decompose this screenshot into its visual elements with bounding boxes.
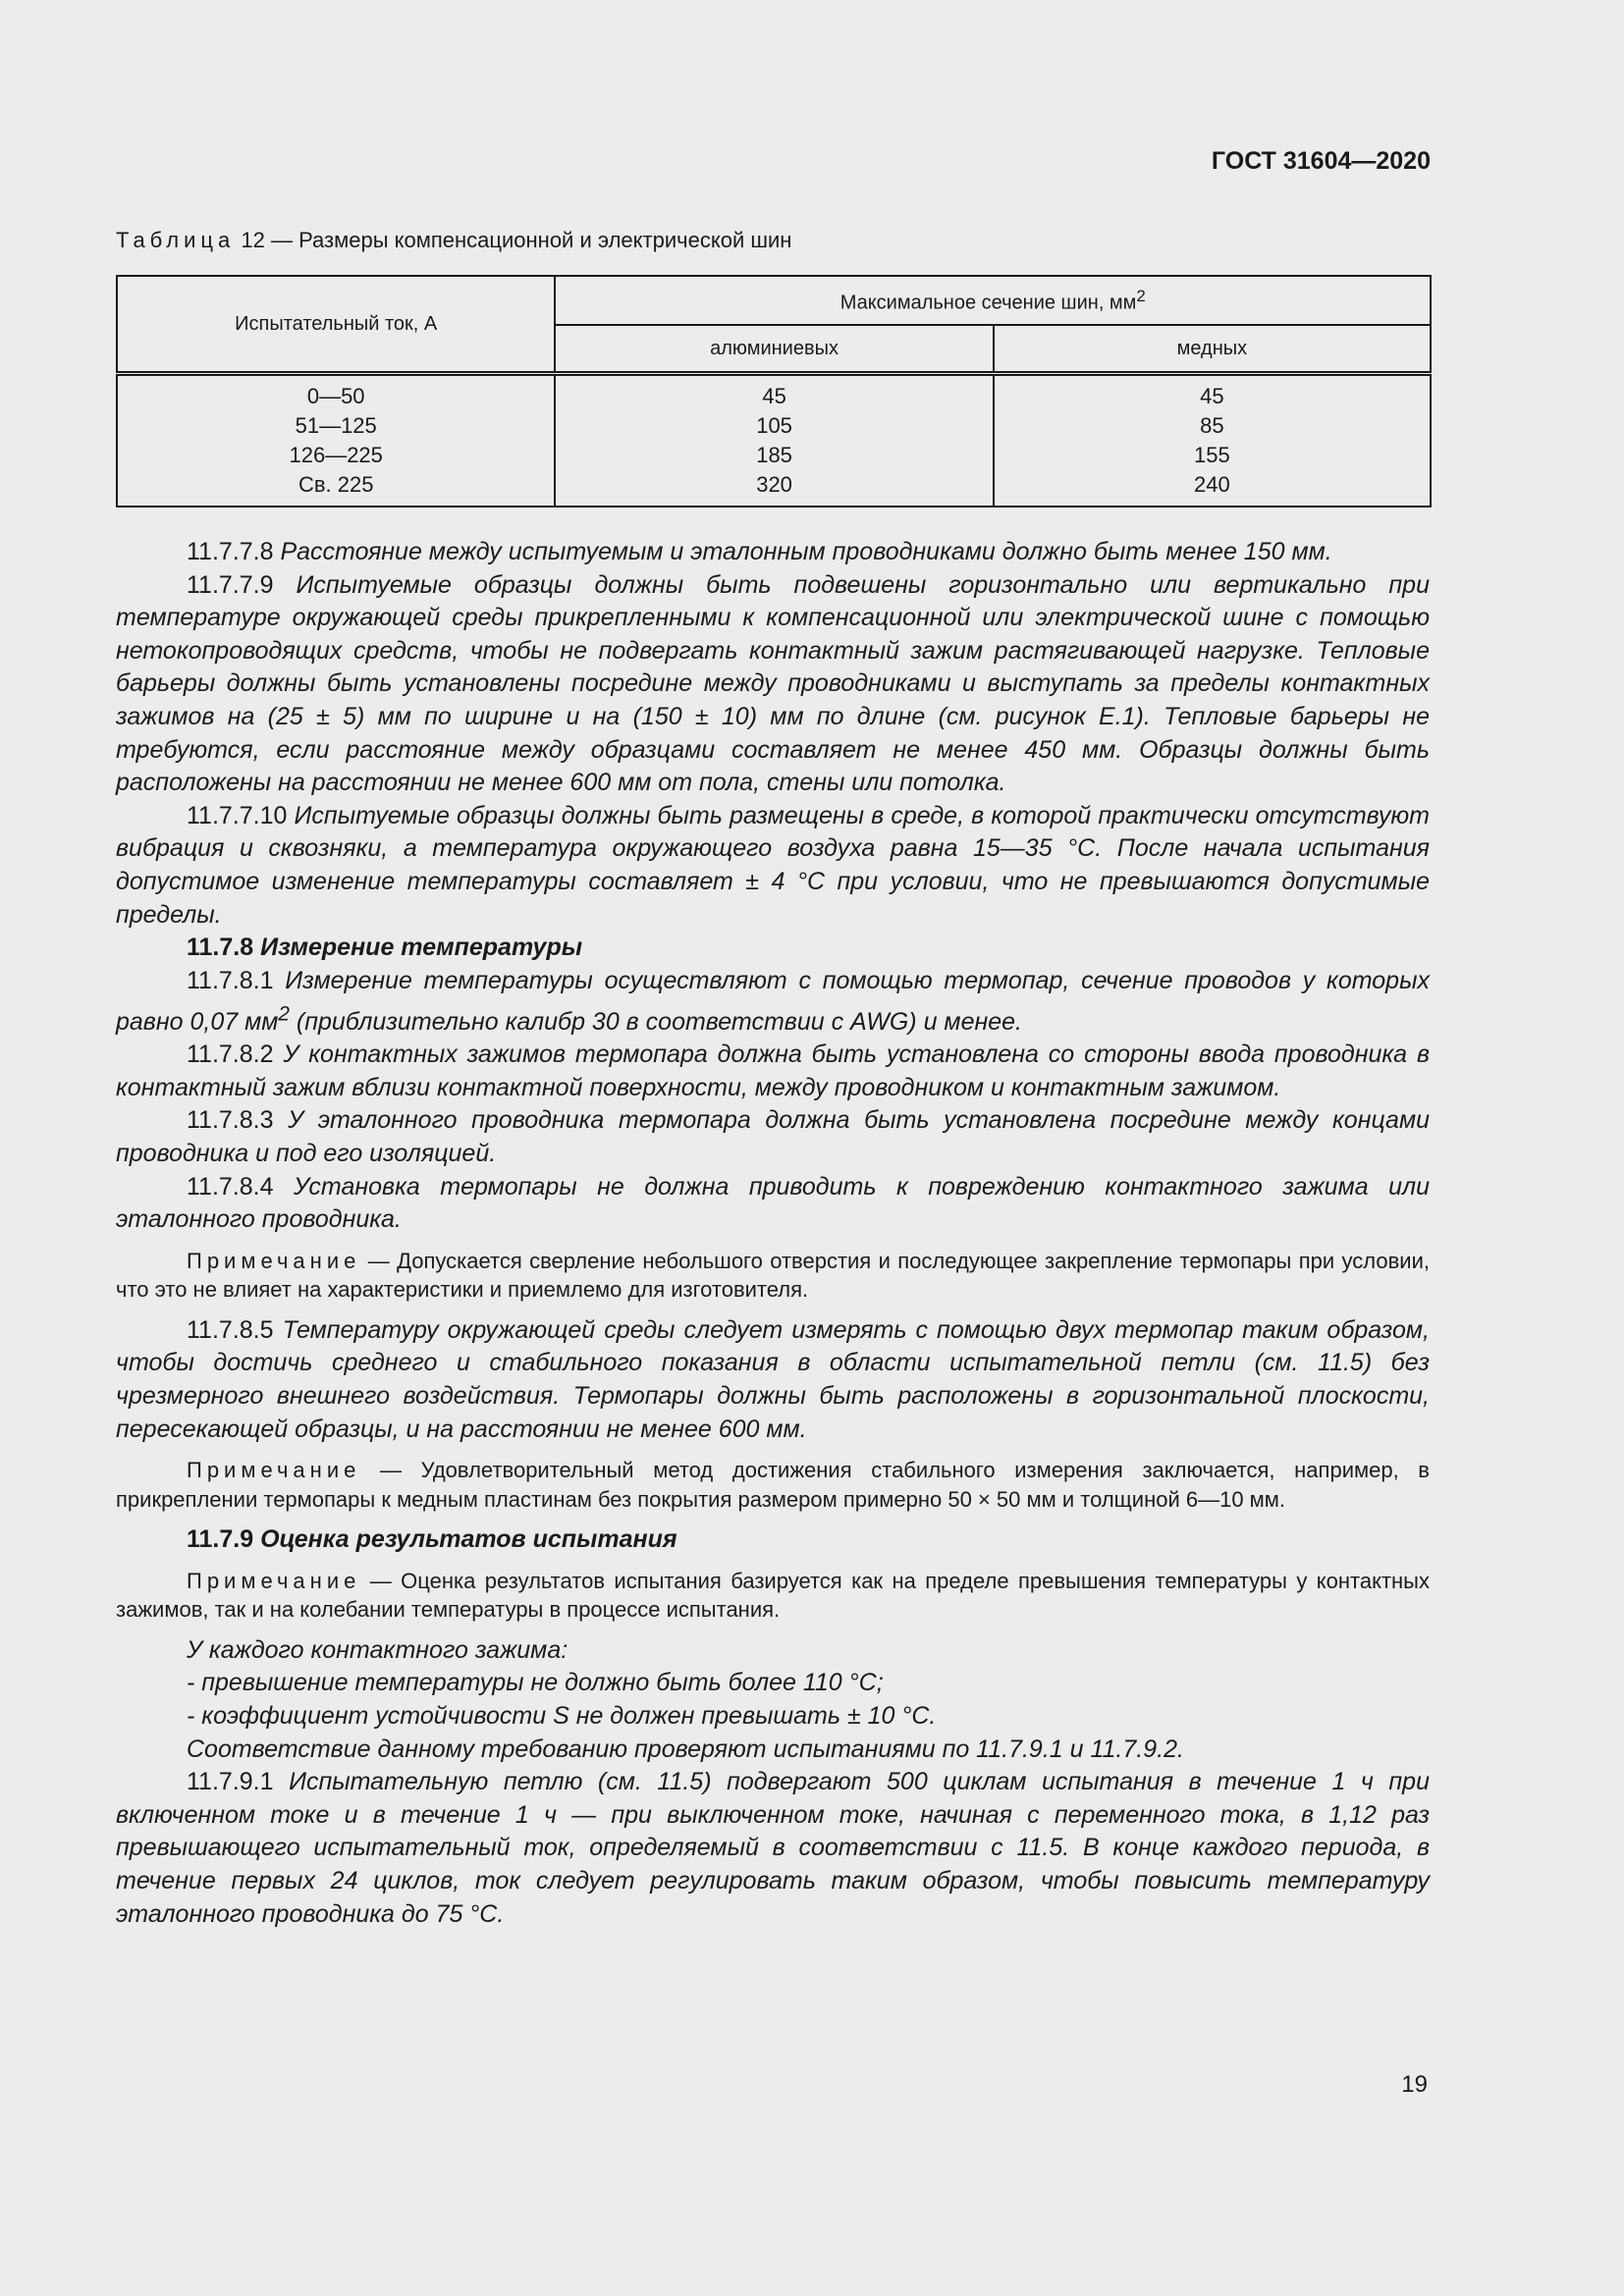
requirement-line-1: У каждого контактного зажима: [187,1635,568,1664]
col-header-aluminum: алюминиевых [555,325,993,374]
table-caption [116,228,791,253]
paragraph-11-7-7-9: 11.7.7.9 Испытуемые образцы должны быть подвешены горизонтально или вертикально при температуре окружающей среды прикрепленными к компенсационной или электрической шине с помощью нетокопроводящих средств, чтобы не подвергать контактный зажим растягивающей нагрузке. Тепловые барьеры должны быть установлены посредине между проводниками и выступать за пределы контактных зажимов на (25 ± 5) мм по ширине и на (150 ± 10) мм по длине (см. рисунок Е.1). Тепловые барьеры не требуются, если расстояние между образцами составляет не менее 450 мм. Образцы должны быть расположены на расстоянии не менее 600 мм от пола, стены или потолка. [116,570,1430,797]
section-heading-11-7-9: 11.7.9 Оценка результатов испытания [187,1525,677,1554]
document-body [116,536,1430,1931]
paragraph-11-7-8-2: 11.7.8.2 У контактных зажимов термопара должна быть установлена со стороны ввода проводника в контактный зажим вблизи контактной поверхности, между проводником и контактным зажимом. [116,1041,1430,1101]
paragraph-11-7-9-1: 11.7.9.1 Испытательную петлю (см. 11.5) подвергают 500 циклам испытания в течение 1 ч при включенном токе и в течение 1 ч — при выключенном токе, начиная с переменного тока, в 1,12 раз превышающего испытательный ток, определяемый в соответствии с 11.5. В конце каждого периода, в течение первых 24 циклов, ток следует регулировать таким образом, чтобы повысить температуру эталонного проводника до 75 °С. [116,1768,1430,1928]
requirement-line-2: - превышение температуры не должно быть более 110 °С; [187,1669,884,1697]
table-row [117,374,1431,507]
paragraph-11-7-8-1: 11.7.8.1 Измерение температуры осуществляют с помощью термопар, сечение проводов у которых равно 0,07 $мм^2$ (приблизительно калибр 30 в соответствии с AWG) и менее. [116,966,1430,1036]
table-caption-text: 12 — Размеры компенсационной и электрической шин [241,228,792,252]
paragraph-11-7-7-8: 11.7.7.8 Расстояние между испытуемым и эталонным проводниками должно быть менее 150 мм. [187,538,1332,565]
current-values: 0—50 51—125 126—225 Св. 225 [117,374,555,507]
col-header-copper: медных [994,325,1431,374]
aluminum-values: 45 105 185 320 [555,374,993,507]
note-2: Примечание — Удовлетворительный метод достижения стабильного измерения заключается, например, в прикреплении термопары к медным пластинам без покрытия размером примерно 50 × 50 мм и толщиной 6—10 мм. [116,1458,1430,1512]
copper-values: 45 85 155 240 [994,374,1431,507]
col-header-current: Испытательный ток, А [117,276,555,374]
standard-designation: ГОСТ 31604—2020 [1211,147,1431,175]
paragraph-11-7-7-10: 11.7.7.10 Испытуемые образцы должны быть размещены в среде, в которой практически отсутствуют вибрация и сквозняки, а температура окружающего воздуха равна 15—35 °С. После начала испытания допустимое изменение температуры составляет ± 4 °С при условии, что не превышаются допустимые пределы. [116,801,1430,929]
table-caption-word: Таблица [116,228,236,252]
requirement-line-3: - коэффициент устойчивости S не должен превышать ± 10 °С. [187,1701,937,1730]
requirement-line-4: Соответствие данному требованию проверяют испытаниями по 11.7.9.1 и 11.7.9.2. [187,1735,1184,1763]
paragraph-11-7-8-5: 11.7.8.5 Температуру окружающей среды следует измерять с помощью двух термопар таким образом, чтобы достичь среднего и стабильного показания в области испытательной петли (см. 11.5) без чрезмерного внешнего воздействия. Термопары должны быть расположены в горизонтальной плоскости, пересекающей образцы, и на расстоянии не менее 600 мм. [116,1315,1430,1443]
bus-dimensions-table [116,275,1432,507]
paragraph-11-7-8-3: 11.7.8.3 У эталонного проводника термопара должна быть установлена посредине между концами проводника и под его изоляцией. [116,1106,1430,1168]
paragraph-11-7-8-4: 11.7.8.4 Установка термопары не должна приводить к повреждению контактного зажима или эталонного проводника. [116,1172,1431,1234]
page-number: 19 [1401,2071,1428,2098]
section-heading-11-7-8: 11.7.8 Измерение температуры [187,934,583,962]
col-header-max-section: Максимальное сечение шин, $мм^2$ [555,276,1431,325]
note-3: Примечание — Оценка результатов испытания базируется как на пределе превышения температуры у контактных зажимов, так и на колебании температуры в процессе испытания. [116,1568,1430,1623]
note-1: Примечание — Допускается сверление небольшого отверстия и последующее закрепление термопары при условии, что это не влияет на характеристики и приемлемо для изготовителя. [116,1248,1430,1303]
